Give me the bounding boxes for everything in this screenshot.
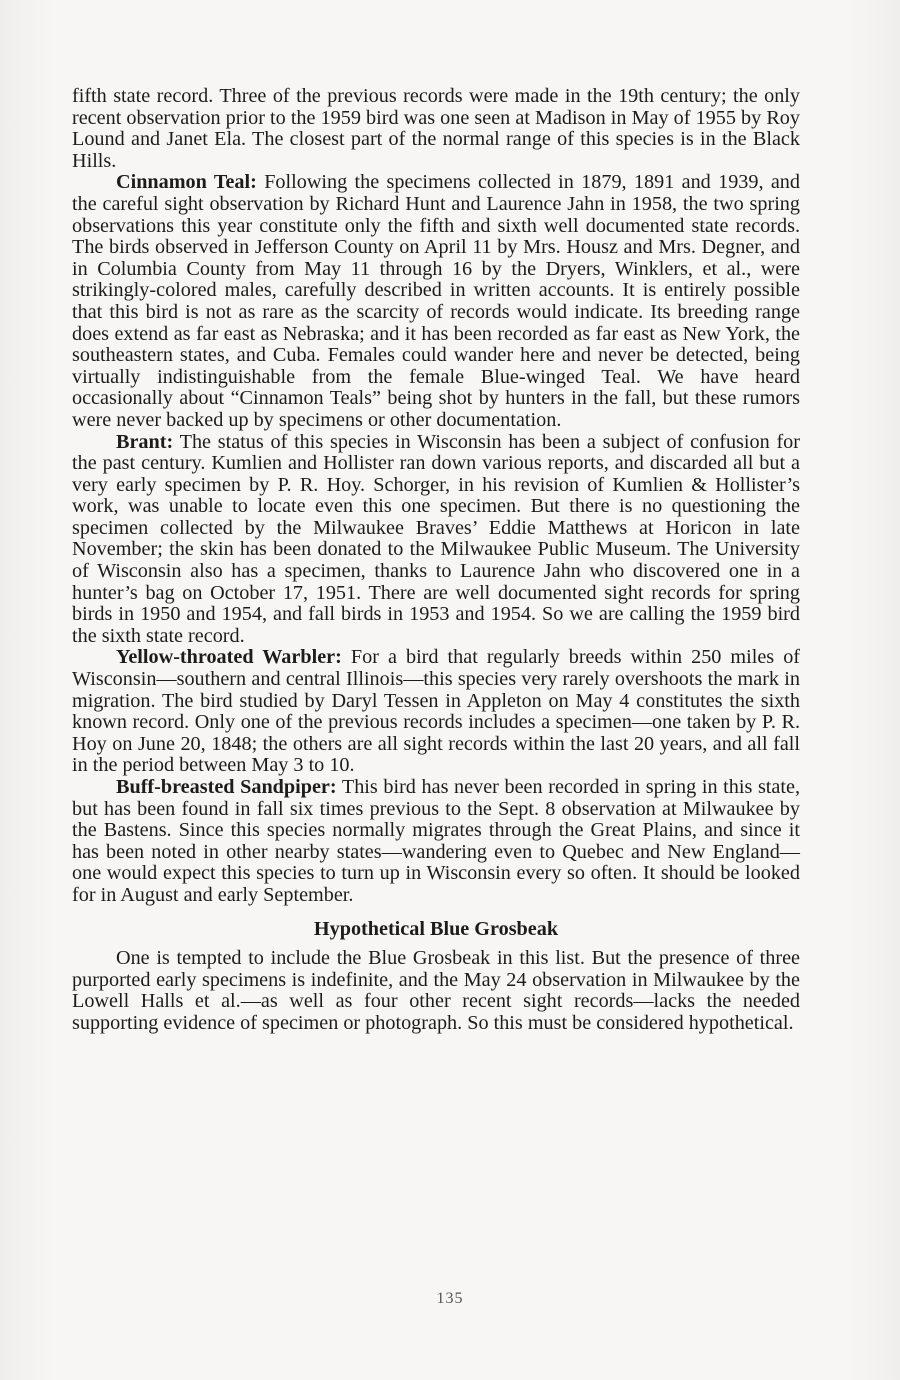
- species-heading: Cinnamon Teal:: [116, 171, 257, 194]
- species-heading: Buff-breasted Sandpiper:: [116, 776, 337, 798]
- paragraph-brant: [72, 432, 800, 648]
- paragraph-buff-breasted-sandpiper: [72, 777, 800, 907]
- paragraph-text: Following the specimens collected in 1879, 1891 and 1939, and the careful sight observation by Richard Hunt and Laurence Jahn in 1958, the two spring observations this year constitute only the fifth and sixth well documented state records. The birds observed in Jefferson County on April 11 by Mrs. Housz and Mrs. Degner, and in Columbia County from May 11 through 16 by the Dryers, Winklers, et al., were strikingly-colored males, carefully described in written accounts. It is entirely possible that this bird is not as rare as the scarcity of records would indicate. Its breeding range does extend as far east as Nebraska; and it has been recorded as far east as New York, the southeastern states, and Cuba. Females could wander here and never be detected, being virtually indistinguishable from the female Blue-winged Teal. We have heard occasionally about “Cinnamon Teals” being shot by hunters in the fall, but these rumors were never backed up by specimens or other documentation.: [72, 171, 800, 431]
- species-heading: Brant:: [116, 430, 174, 453]
- paragraph-yellow-throated-warbler: [72, 647, 800, 777]
- body-text: [72, 86, 800, 1035]
- paragraph-text: fifth state record. Three of the previous records were made in the 19th century; the only recent observation prior to the 1959 bird was one seen at Madison in May of 1955 by Roy Lound and Janet Ela. The closest part of the normal range of this species is in the Black Hills.: [72, 85, 800, 172]
- page-number: 135: [436, 1290, 464, 1307]
- paragraph-text: This bird has never been recorded in spring in this state, but has been found in fall six times previous to the Sept. 8 observation at Milwaukee by the Bastens. Since this species normally migrates through the Great Plains, and since it has been noted in other nearby states—wandering even to Quebec and New England—one would expect this species to turn up in Wisconsin every so often. It should be looked for in August and early September.: [72, 776, 800, 906]
- paragraph-cinnamon-teal: [72, 172, 800, 431]
- species-heading: Yellow-throated Warbler:: [116, 646, 342, 669]
- paragraph-continuation: [72, 86, 800, 172]
- paragraph-text: For a bird that regularly breeds within 250 miles of Wisconsin—southern and central Illinois—this species very rarely overshoots the mark in migration. The bird studied by Daryl Tessen in Appleton on May 4 constitutes the sixth known record. Only one of the previous records includes a specimen—one taken by P. R. Hoy on June 20, 1848; the others are all sight records within the last 20 years, and all fall in the period between May 3 to 10.: [72, 646, 801, 777]
- paragraph-text: The status of this species in Wisconsin has been a subject of confusion for the past century. Kumlien and Hollister ran down various reports, and discarded all but a very early specimen by P. R. Hoy. Schorger, in his revision of Kumlien & Hollister’s work, was unable to locate even this one specimen. But there is no questioning the specimen collected by the Milwaukee Braves’ Eddie Matthews at Horicon in late November; the skin has been donated to the Milwaukee Public Museum. The University of Wisconsin also has a specimen, thanks to Laurence Jahn who discovered one in a hunter’s bag on October 17, 1951. There are well documented sight records for spring birds in 1950 and 1954, and fall birds in 1953 and 1954. So we are calling the 1959 bird the sixth state record.: [72, 430, 800, 647]
- section-heading: Hypothetical Blue Grosbeak: [313, 917, 559, 940]
- paragraph-closing: One is tempted to include the Blue Grosbeak in this list. But the presence of three purported early specimens is indefinite, and the May 24 observation in Milwaukee by the Lowell Halls et al.—as well as four other recent sight records—lacks the needed supporting evidence of specimen or photograph. So this must be considered hypothetical.: [72, 947, 800, 1034]
